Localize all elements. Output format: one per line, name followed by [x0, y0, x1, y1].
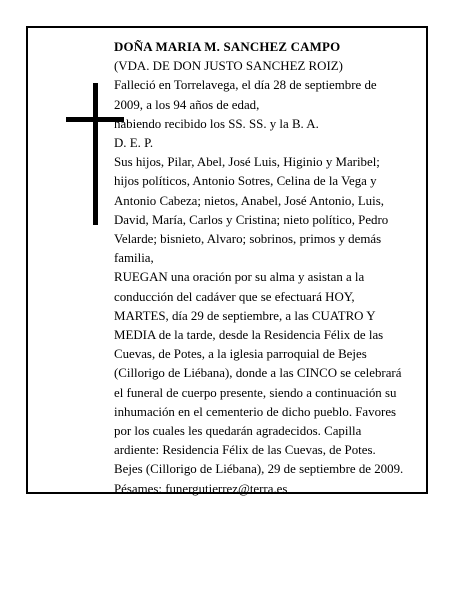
notice-line: ardiente: Residencia Félix de las Cuevas, de Potes. [114, 443, 376, 458]
notice-body [114, 38, 420, 499]
notice-line: por los cuales les quedarán agradecidos. Capilla [114, 424, 362, 439]
notice-line: el funeral de cuerpo presente, siendo a continuación su [114, 385, 397, 400]
notice-line: familia, [114, 251, 154, 266]
notice-line: 2009, a los 94 años de edad, [114, 97, 260, 112]
widow-of-line: (VDA. DE DON JUSTO SANCHEZ ROIZ) [114, 59, 343, 74]
notice-line: RUEGAN una oración por su alma y asistan a la [114, 270, 365, 285]
cross-vertical-bar [93, 83, 98, 225]
deceased-name: DOÑA MARIA M. SANCHEZ CAMPO [114, 40, 341, 54]
notice-line: David, María, Carlos y Cristina; nieto político, Pedro [114, 212, 389, 227]
notice-line: inhumación en el cementerio de dicho pueblo. Favores [114, 404, 397, 419]
notice-line: Bejes (Cillorigo de Liébana), 29 de septiembre de 2009. [114, 462, 404, 477]
notice-line: Falleció en Torrelavega, el día 28 de septiembre de [114, 78, 377, 93]
notice-line: Cuevas, de Potes, a la iglesia parroquial de Bejes [114, 347, 367, 362]
rip-line: D. E. P. [114, 136, 154, 151]
notice-line: MARTES, día 29 de septiembre, a las CUATRO Y [114, 308, 376, 323]
notice-line: MEDIA de la tarde, desde la Residencia Félix de las [114, 328, 384, 343]
notice-line: Antonio Cabeza; nietos, Anabel, José Antonio, Luis, [114, 193, 384, 208]
condolences-email: Pésames: funergutierrez@terra.es [114, 481, 288, 496]
notice-line: habiendo recibido los SS. SS. y la B. A. [114, 116, 319, 131]
notice-line: conducción del cadáver que se efectuará HOY, [114, 289, 355, 304]
notice-line: (Cillorigo de Liébana), donde a las CINCO se celebrará [114, 366, 402, 381]
notice-line: Sus hijos, Pilar, Abel, José Luis, Higinio y Maribel; [114, 155, 380, 170]
notice-line: Velarde; bisnieto, Alvaro; sobrinos, primos y demás [114, 232, 382, 247]
notice-line: hijos políticos, Antonio Sotres, Celina de la Vega y [114, 174, 377, 189]
